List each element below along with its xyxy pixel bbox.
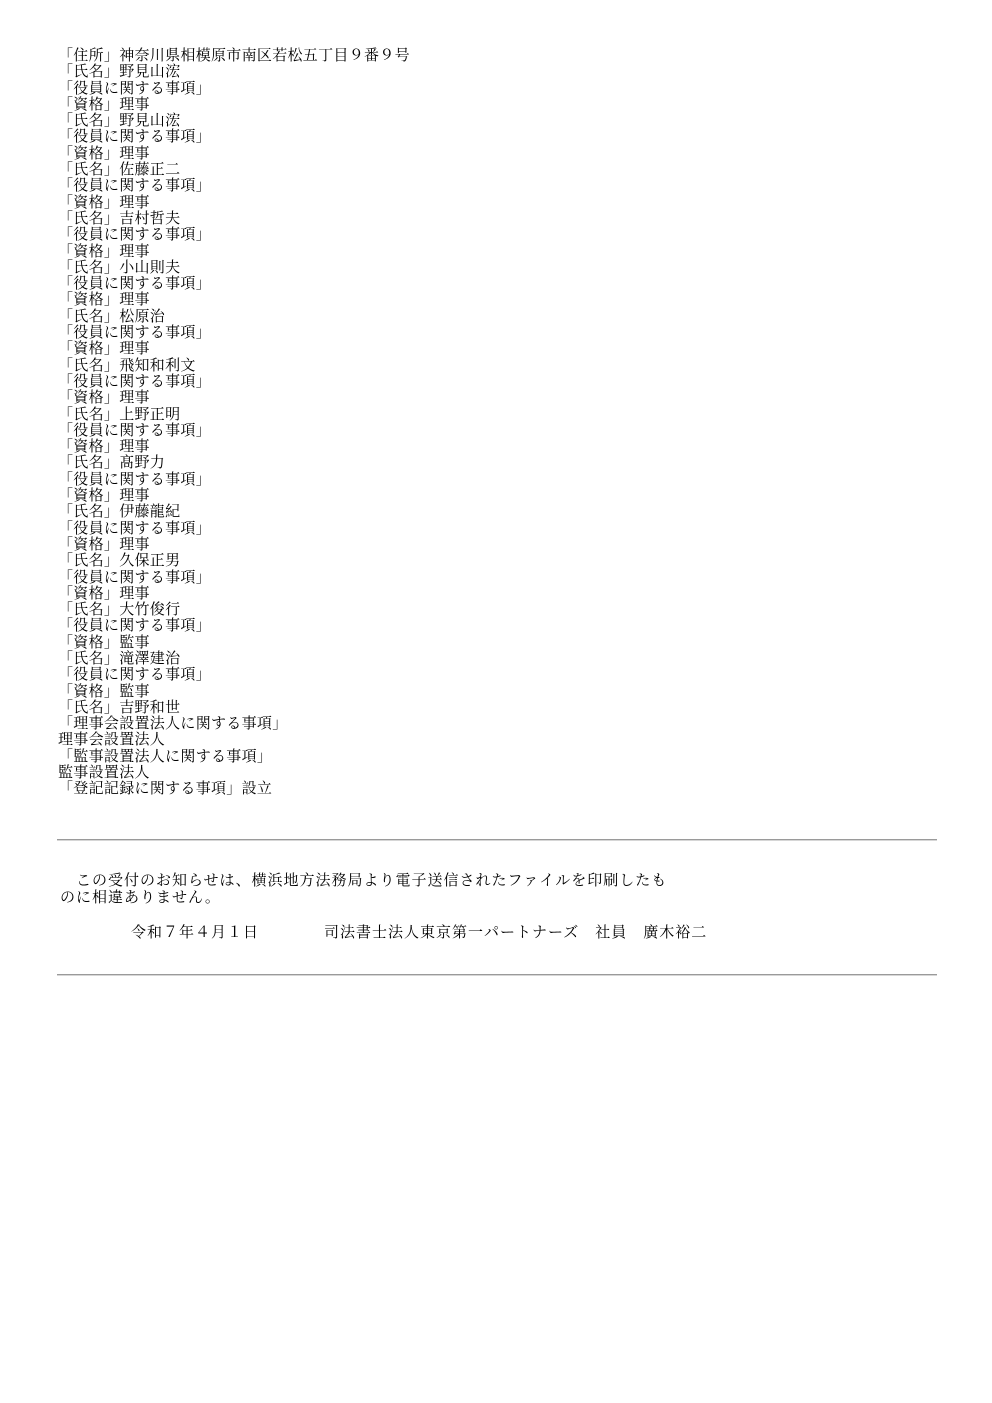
registry-line: 「氏名」久保正男 [58, 551, 181, 570]
registry-line: 「資格」理事 [58, 143, 150, 162]
registry-line: 「役員に関する事項」 [58, 665, 212, 684]
registry-line: 「役員に関する事項」 [58, 176, 212, 195]
registry-line: 「役員に関する事項」 [58, 127, 212, 146]
registry-line: 「資格」理事 [58, 534, 150, 553]
registry-line: 「資格」理事 [58, 437, 150, 456]
registry-line: 「監事設置法人に関する事項」 [58, 746, 273, 765]
registry-line: 「役員に関する事項」 [58, 323, 212, 342]
registry-line: 「役員に関する事項」 [58, 274, 212, 293]
registry-line: 「氏名」小山則夫 [58, 257, 181, 276]
registry-line: 「資格」理事 [58, 486, 150, 505]
registry-line: 「役員に関する事項」 [58, 78, 212, 97]
registry-line: 「氏名」野見山浤 [58, 111, 181, 130]
registry-line: 「氏名」伊藤龍紀 [58, 502, 181, 521]
registry-line: 「理事会設置法人に関する事項」 [58, 714, 288, 733]
registry-line: 「氏名」飛知和利文 [58, 355, 196, 374]
registry-line: 「資格」監事 [58, 681, 150, 700]
notice-text-line-1: この受付のお知らせは、横浜地方法務局より電子送信されたファイルを印刷したも [60, 871, 668, 889]
notice-date: 令和７年４月１日 [131, 923, 260, 941]
registry-line: 「資格」理事 [58, 583, 150, 602]
registry-line: 「氏名」野見山浤 [58, 62, 181, 81]
registry-record-lines [58, 47, 938, 797]
registry-line: 「役員に関する事項」 [58, 616, 212, 635]
notice-text-line-2: のに相違ありません。 [60, 888, 221, 906]
registry-line: 「資格」理事 [58, 388, 150, 407]
notice-signer: 司法書士法人東京第一パートナーズ 社員 廣木裕二 [324, 923, 708, 941]
registry-line: 「氏名」松原治 [58, 306, 166, 325]
registry-line: 「氏名」上野正明 [58, 404, 181, 423]
divider-bottom [57, 974, 937, 976]
registry-line: 「住所」神奈川県相模原市南区若松五丁目９番９号 [58, 46, 410, 64]
registry-line: 「役員に関する事項」 [58, 225, 212, 244]
registry-line: 「登記記録に関する事項」設立 [58, 779, 273, 798]
registry-line: 「氏名」佐藤正二 [58, 160, 181, 179]
registry-line: 監事設置法人 [58, 763, 150, 782]
registry-line: 「資格」理事 [58, 192, 150, 211]
registry-line: 理事会設置法人 [58, 730, 166, 749]
registry-line: 「氏名」吉村哲夫 [58, 208, 181, 227]
registry-line: 「氏名」髙野力 [58, 453, 166, 472]
registry-line: 「氏名」滝澤建治 [58, 648, 181, 667]
divider-top [57, 839, 937, 841]
registry-line: 「役員に関する事項」 [58, 371, 212, 390]
registry-line: 「資格」理事 [58, 290, 150, 309]
registry-line: 「氏名」大竹俊行 [58, 600, 181, 619]
registry-line: 「役員に関する事項」 [58, 469, 212, 488]
receipt-notice [60, 872, 780, 906]
registry-line: 「氏名」吉野和世 [58, 697, 181, 716]
registry-line: 「役員に関する事項」 [58, 420, 212, 439]
registry-line: 「資格」理事 [58, 94, 150, 113]
registry-line: 「資格」監事 [58, 632, 150, 651]
registry-line: 「役員に関する事項」 [58, 567, 212, 586]
registry-line: 「資格」理事 [58, 241, 150, 260]
registry-line: 「役員に関する事項」 [58, 518, 212, 537]
registry-line: 「資格」理事 [58, 339, 150, 358]
